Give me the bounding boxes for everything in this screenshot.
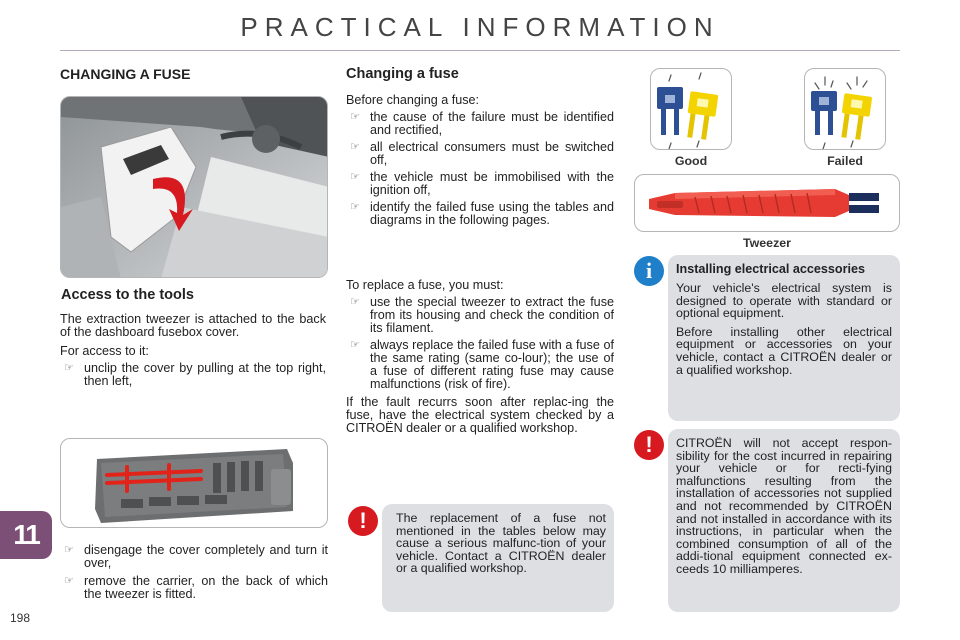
failed-label: Failed [827,154,863,168]
tweezer-image [634,174,900,232]
exclamation-icon: ! [634,430,664,460]
replace-text [346,279,614,435]
page-number: 198 [10,611,31,625]
accessories-info-box [668,255,900,421]
access-label: For access to it: [60,344,149,358]
pointing-hand-icon: ☞ [350,171,360,183]
intro-paragraph: The extraction tweezer is attached to the back of the dashboard fusebox cover. [60,312,326,339]
pointing-hand-icon: ☞ [64,544,74,556]
failed-fuse-image [804,68,886,150]
dashboard-photo [60,96,328,278]
list-item: ☞ remove the carrier, on the back of which the tweezer is fitted. [64,574,328,601]
access-text [60,313,326,388]
list-item: ☞ always replace the failed fuse with a fuse of the same rating (same co-lour); the use of a fuse of different rating fuse may cause malfunctions (risk of fire). [350,338,614,391]
list-item: ☞ the cause of the failure must be identified and rectified, [350,110,614,137]
section-title: CHANGING A FUSE [60,66,191,82]
header-divider [60,50,900,51]
list-item: ☞ identify the failed fuse using the tables and diagrams in the following pages. [350,200,614,227]
fusebox-cover-photo [60,438,328,528]
fault-paragraph: If the fault recurrs soon after replac-ing the fuse, have the electrical system checked by a CITROËN dealer or a qualified workshop. [346,395,614,435]
liability-warning-text: CITROËN will not accept respon-sibility for the cost incurred in repairing your vehicle or for recti-fying malfunctions resulting from the installation of accessories not supplied and not recommended by CITROËN and not installed in accordance with its instructions, in particular when the combined consumption of all of the addi-tional equipment connected ex-ceeds 10 milliamperes. [676,436,892,576]
info-title: Installing electrical accessories [676,262,866,276]
list-item: ☞ use the special tweezer to extract the fuse from its housing and check the condition of its filament. [350,295,614,335]
liability-warning-box [668,429,900,612]
exclamation-icon: ! [348,506,378,536]
info-icon: i [634,256,664,286]
tweezer-label: Tweezer [743,236,791,250]
fusebox-cover-illustration [61,439,328,528]
fuse-warning-text: The replacement of a fuse not mentioned in the tables below may cause a serious malfunc-tion of your vehicle. Contact a CITROËN dealer or a qualified workshop. [396,511,606,576]
pointing-hand-icon: ☞ [350,141,360,153]
tweezer-illustration [635,175,900,232]
before-label: Before changing a fuse: [346,93,480,107]
list-item: ☞ all electrical consumers must be switched off, [350,140,614,167]
pointing-hand-icon: ☞ [350,201,360,213]
after-image-steps [60,544,328,601]
list-item: ☞ unclip the cover by pulling at the top right, then left, [64,361,326,388]
replace-label: To replace a fuse, you must: [346,278,504,292]
before-changing-text [346,94,614,227]
pointing-hand-icon: ☞ [350,111,360,123]
info-paragraph: Your vehicle's electrical system is designed to operate with standard or optional equipment. [676,281,892,321]
chapter-tab[interactable]: 11 [0,511,52,559]
pointing-hand-icon: ☞ [64,575,74,587]
good-fuse-illustration [651,69,732,150]
good-fuse-image [650,68,732,150]
failed-fuse-illustration [805,69,886,150]
list-item: ☞ disengage the cover completely and turn it over, [64,543,328,570]
dashboard-illustration [61,97,328,278]
page-title: PRACTICAL INFORMATION [240,12,720,42]
changing-fuse-title: Changing a fuse [346,66,459,82]
pointing-hand-icon: ☞ [350,339,360,351]
pointing-hand-icon: ☞ [64,362,74,374]
good-label: Good [674,154,708,168]
list-item: ☞ the vehicle must be immobilised with the ignition off, [350,170,614,197]
access-subtitle: Access to the tools [61,287,194,303]
fuse-warning-box [382,504,614,612]
info-paragraph: Before installing other electrical equipment or accessories on your vehicle, contact a CITROËN dealer or a qualified workshop. [676,324,892,377]
pointing-hand-icon: ☞ [350,296,360,308]
